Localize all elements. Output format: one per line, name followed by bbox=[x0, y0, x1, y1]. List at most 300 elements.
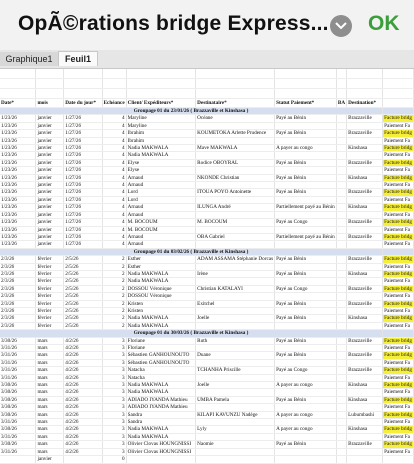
table-cell[interactable]: 2/5/26 bbox=[64, 315, 102, 322]
table-cell[interactable]: Nadia MAKWALA bbox=[126, 389, 196, 396]
table-cell[interactable]: 4 bbox=[102, 115, 126, 122]
table-cell[interactable]: Exitchel bbox=[196, 300, 275, 307]
table-cell[interactable] bbox=[336, 270, 346, 277]
table-cell[interactable]: A payer au congo bbox=[275, 411, 337, 418]
table-cell[interactable]: 3/30/26 bbox=[0, 404, 36, 411]
table-cell[interactable]: 4 bbox=[102, 219, 126, 226]
cell[interactable] bbox=[275, 69, 337, 79]
table-cell[interactable]: 1/23/26 bbox=[0, 241, 36, 248]
cell[interactable] bbox=[126, 79, 196, 89]
table-cell[interactable] bbox=[336, 389, 346, 396]
table-cell[interactable]: A payer au congo bbox=[275, 426, 337, 433]
table-cell[interactable]: Paiement Fa bbox=[383, 122, 414, 129]
cell[interactable] bbox=[0, 79, 36, 89]
table-cell[interactable] bbox=[275, 419, 337, 426]
table-cell[interactable]: Paiement Fa bbox=[383, 167, 414, 174]
table-cell[interactable]: Lord bbox=[126, 189, 196, 196]
table-cell[interactable]: Arnaud bbox=[126, 204, 196, 211]
table-cell[interactable]: 2/3/26 bbox=[0, 293, 36, 300]
table-cell[interactable]: 2 bbox=[102, 300, 126, 307]
table-cell[interactable]: 4 bbox=[102, 204, 126, 211]
table-cell[interactable]: Paiement Fa bbox=[383, 345, 414, 352]
table-cell[interactable] bbox=[196, 419, 275, 426]
table-cell[interactable]: 4 bbox=[102, 122, 126, 129]
cell[interactable] bbox=[383, 330, 414, 337]
table-cell[interactable]: février bbox=[36, 315, 64, 322]
table-cell[interactable] bbox=[196, 322, 275, 329]
table-cell[interactable]: Naomie bbox=[196, 441, 275, 448]
table-cell[interactable]: Facture bridg bbox=[384, 367, 412, 374]
table-cell[interactable] bbox=[336, 352, 346, 359]
table-cell[interactable] bbox=[347, 374, 383, 381]
group-title[interactable]: Groupage 01 du 30/03/26 ( Brazzaville et Kinshasa ) bbox=[0, 330, 383, 337]
table-cell[interactable]: 4/2/26 bbox=[64, 396, 102, 403]
table-cell[interactable] bbox=[347, 137, 383, 144]
table-cell[interactable]: mars bbox=[36, 396, 64, 403]
table-cell[interactable]: 1/23/26 bbox=[0, 145, 36, 152]
table-cell[interactable] bbox=[336, 337, 346, 344]
table-cell[interactable]: mars bbox=[36, 359, 64, 366]
table-cell[interactable] bbox=[336, 152, 346, 159]
table-cell[interactable]: 1/27/26 bbox=[64, 122, 102, 129]
table-cell[interactable]: Brazzaville bbox=[347, 115, 383, 122]
table-cell[interactable]: janvier bbox=[36, 182, 64, 189]
table-cell[interactable] bbox=[196, 345, 275, 352]
table-cell[interactable] bbox=[336, 182, 346, 189]
table-cell[interactable]: Paiement Fa bbox=[383, 211, 414, 218]
table-cell[interactable]: mars bbox=[36, 389, 64, 396]
cell[interactable] bbox=[336, 79, 346, 89]
table-cell[interactable]: 3 bbox=[102, 419, 126, 426]
table-cell[interactable]: Facture bridg bbox=[384, 285, 412, 292]
table-cell[interactable]: 4 bbox=[102, 145, 126, 152]
table-cell[interactable]: 1/27/26 bbox=[64, 182, 102, 189]
table-cell[interactable]: 2/3/26 bbox=[0, 256, 36, 263]
table-cell[interactable]: Paiement Fa bbox=[383, 433, 414, 440]
table-cell[interactable]: Paiement Fa bbox=[383, 182, 414, 189]
table-cell[interactable]: Brazzaville bbox=[347, 367, 383, 374]
table-cell[interactable]: 2 bbox=[102, 256, 126, 263]
table-cell[interactable] bbox=[336, 285, 346, 292]
table-cell[interactable]: 3/30/26 bbox=[0, 337, 36, 344]
table-cell[interactable]: 1/27/26 bbox=[64, 145, 102, 152]
table-cell[interactable] bbox=[347, 419, 383, 426]
table-cell[interactable] bbox=[275, 167, 337, 174]
table-cell[interactable]: 3 bbox=[102, 389, 126, 396]
cell[interactable] bbox=[383, 248, 414, 255]
table-cell[interactable] bbox=[336, 226, 346, 233]
table-cell[interactable]: Maryline bbox=[126, 115, 196, 122]
table-cell[interactable] bbox=[275, 389, 337, 396]
table-cell[interactable]: 1/23/26 bbox=[0, 211, 36, 218]
table-cell[interactable] bbox=[336, 382, 346, 389]
table-cell[interactable]: 2/5/26 bbox=[64, 285, 102, 292]
cell[interactable] bbox=[102, 79, 126, 89]
table-cell[interactable] bbox=[275, 374, 337, 381]
table-cell[interactable] bbox=[196, 211, 275, 218]
table-cell[interactable]: 2/3/26 bbox=[0, 285, 36, 292]
table-cell[interactable]: Elyse bbox=[126, 167, 196, 174]
table-cell[interactable]: Brazzaville bbox=[347, 219, 383, 226]
table-cell[interactable] bbox=[347, 456, 383, 463]
table-cell[interactable]: 0 bbox=[102, 456, 126, 463]
table-cell[interactable]: février bbox=[36, 278, 64, 285]
table-cell[interactable] bbox=[347, 278, 383, 285]
cell[interactable] bbox=[196, 89, 275, 99]
table-cell[interactable]: Irène bbox=[196, 270, 275, 277]
table-cell[interactable] bbox=[347, 263, 383, 270]
table-cell[interactable]: 4 bbox=[102, 159, 126, 166]
table-cell[interactable]: 3 bbox=[102, 433, 126, 440]
table-cell[interactable]: 1/23/26 bbox=[0, 233, 36, 240]
table-cell[interactable]: 3/31/26 bbox=[0, 345, 36, 352]
table-cell[interactable]: 2/3/26 bbox=[0, 270, 36, 277]
table-cell[interactable]: janvier bbox=[36, 211, 64, 218]
table-cell[interactable] bbox=[336, 293, 346, 300]
table-cell[interactable]: janvier bbox=[36, 130, 64, 137]
table-cell[interactable]: Christian KATALAYI bbox=[196, 285, 275, 292]
table-cell[interactable] bbox=[347, 345, 383, 352]
table-cell[interactable]: ITOUA POYO Antoinette bbox=[196, 189, 275, 196]
table-cell[interactable]: Facture bridg bbox=[384, 352, 412, 359]
table-cell[interactable] bbox=[196, 404, 275, 411]
table-cell[interactable]: Nadia MAKWALA bbox=[126, 433, 196, 440]
table-cell[interactable]: 4 bbox=[102, 152, 126, 159]
table-cell[interactable]: 2/3/26 bbox=[0, 263, 36, 270]
cell[interactable] bbox=[64, 69, 102, 79]
table-cell[interactable]: Océane bbox=[196, 115, 275, 122]
table-cell[interactable]: 3 bbox=[102, 404, 126, 411]
table-cell[interactable]: janvier bbox=[36, 122, 64, 129]
table-cell[interactable]: 3 bbox=[102, 352, 126, 359]
column-header[interactable] bbox=[383, 99, 414, 108]
table-cell[interactable]: janvier bbox=[36, 226, 64, 233]
table-cell[interactable] bbox=[336, 396, 346, 403]
table-cell[interactable]: Nadia MAKWALA bbox=[126, 145, 196, 152]
table-cell[interactable]: Mave MAKWALA bbox=[196, 145, 275, 152]
column-header[interactable]: Destination* bbox=[347, 99, 383, 108]
table-cell[interactable] bbox=[275, 241, 337, 248]
table-cell[interactable]: 1/23/26 bbox=[0, 196, 36, 203]
table-cell[interactable]: 4/2/26 bbox=[64, 448, 102, 455]
table-cell[interactable]: Facture bridg bbox=[384, 337, 412, 344]
table-cell[interactable]: Facture bridg bbox=[384, 145, 412, 152]
table-cell[interactable]: 4 bbox=[102, 241, 126, 248]
table-cell[interactable] bbox=[336, 278, 346, 285]
table-cell[interactable] bbox=[336, 174, 346, 181]
table-cell[interactable]: Sébastien GANHOUNOUTO bbox=[126, 359, 196, 366]
table-cell[interactable]: ADIADO IYANDA Mathieu bbox=[126, 396, 196, 403]
table-cell[interactable] bbox=[347, 167, 383, 174]
table-cell[interactable]: Facture bridg bbox=[384, 300, 412, 307]
table-cell[interactable]: Nadia MAKWALA bbox=[126, 315, 196, 322]
table-cell[interactable]: Brazzaville bbox=[347, 285, 383, 292]
table-cell[interactable] bbox=[336, 204, 346, 211]
table-cell[interactable]: 2 bbox=[102, 278, 126, 285]
table-cell[interactable]: 1/23/26 bbox=[0, 115, 36, 122]
table-cell[interactable]: Paiement Fa bbox=[383, 419, 414, 426]
table-cell[interactable]: Kristen bbox=[126, 307, 196, 314]
table-cell[interactable] bbox=[347, 196, 383, 203]
table-cell[interactable]: DOSSOU Véronique bbox=[126, 285, 196, 292]
table-cell[interactable]: 2/5/26 bbox=[64, 270, 102, 277]
table-cell[interactable]: Nadia MAKWALA bbox=[126, 322, 196, 329]
table-cell[interactable]: janvier bbox=[36, 152, 64, 159]
table-cell[interactable] bbox=[196, 167, 275, 174]
table-cell[interactable]: 2 bbox=[102, 263, 126, 270]
cell[interactable] bbox=[126, 89, 196, 99]
table-cell[interactable]: 1/27/26 bbox=[64, 219, 102, 226]
table-cell[interactable]: 4/2/26 bbox=[64, 419, 102, 426]
table-cell[interactable]: Olivier Clovas HOUNGNISSI bbox=[126, 448, 196, 455]
table-cell[interactable]: 1/23/26 bbox=[0, 152, 36, 159]
tab-graphique1[interactable]: Graphique1 bbox=[0, 52, 58, 66]
table-cell[interactable]: Nadia MAKWALA bbox=[126, 278, 196, 285]
table-cell[interactable]: février bbox=[36, 293, 64, 300]
table-cell[interactable]: mars bbox=[36, 337, 64, 344]
table-cell[interactable]: Ibrahim bbox=[126, 137, 196, 144]
table-cell[interactable]: 3/31/26 bbox=[0, 433, 36, 440]
table-cell[interactable]: Payé au Bénin bbox=[275, 159, 337, 166]
ok-button[interactable]: OK bbox=[368, 12, 400, 35]
table-cell[interactable]: 4/2/26 bbox=[64, 367, 102, 374]
table-cell[interactable] bbox=[275, 226, 337, 233]
table-cell[interactable]: 2 bbox=[102, 293, 126, 300]
cell[interactable] bbox=[196, 79, 275, 89]
table-cell[interactable]: Brazzaville bbox=[347, 441, 383, 448]
table-cell[interactable]: janvier bbox=[36, 456, 64, 463]
table-cell[interactable]: Brazzaville bbox=[347, 159, 383, 166]
table-cell[interactable]: 1/23/26 bbox=[0, 137, 36, 144]
table-cell[interactable]: 4/2/26 bbox=[64, 433, 102, 440]
table-cell[interactable]: Payé au Bénin bbox=[275, 352, 337, 359]
table-cell[interactable]: Olivier Clovas HOUNGNISSI bbox=[126, 441, 196, 448]
table-cell[interactable]: 4/2/26 bbox=[64, 374, 102, 381]
table-cell[interactable]: Payé au Bénin bbox=[275, 337, 337, 344]
table-cell[interactable]: mars bbox=[36, 448, 64, 455]
table-cell[interactable]: Kinshasa bbox=[347, 270, 383, 277]
table-cell[interactable] bbox=[347, 241, 383, 248]
table-cell[interactable]: 3 bbox=[102, 411, 126, 418]
table-cell[interactable]: Lord bbox=[126, 196, 196, 203]
table-cell[interactable]: Payé au Congo bbox=[275, 219, 337, 226]
table-cell[interactable]: Kinshasa bbox=[347, 426, 383, 433]
table-cell[interactable]: 3 bbox=[102, 448, 126, 455]
table-cell[interactable]: Payé au Congo bbox=[275, 285, 337, 292]
cell[interactable] bbox=[383, 79, 414, 89]
table-cell[interactable] bbox=[126, 456, 196, 463]
table-cell[interactable] bbox=[336, 345, 346, 352]
table-cell[interactable] bbox=[347, 448, 383, 455]
table-cell[interactable]: Esther bbox=[126, 263, 196, 270]
table-cell[interactable]: Arnaud bbox=[126, 174, 196, 181]
table-cell[interactable]: 4/2/26 bbox=[64, 359, 102, 366]
table-cell[interactable]: Facture bridg bbox=[384, 270, 412, 277]
table-cell[interactable]: Facture bridg bbox=[384, 441, 412, 448]
table-cell[interactable] bbox=[196, 182, 275, 189]
table-cell[interactable]: Facture bridg bbox=[384, 174, 412, 181]
table-cell[interactable]: mars bbox=[36, 352, 64, 359]
table-cell[interactable] bbox=[275, 433, 337, 440]
table-cell[interactable] bbox=[336, 315, 346, 322]
table-cell[interactable]: 4/2/26 bbox=[64, 337, 102, 344]
column-header[interactable]: mois bbox=[36, 99, 64, 108]
table-cell[interactable] bbox=[347, 359, 383, 366]
table-cell[interactable]: 3/31/26 bbox=[0, 359, 36, 366]
tab-feuil1[interactable]: Feuil1 bbox=[58, 51, 98, 66]
table-cell[interactable]: janvier bbox=[36, 115, 64, 122]
table-cell[interactable]: février bbox=[36, 263, 64, 270]
table-cell[interactable]: 2/5/26 bbox=[64, 307, 102, 314]
table-cell[interactable] bbox=[336, 307, 346, 314]
table-cell[interactable]: Facture bridg bbox=[384, 382, 412, 389]
table-cell[interactable]: Partiellement payé au Bénin bbox=[276, 233, 335, 240]
table-cell[interactable]: Brazzaville bbox=[347, 233, 383, 240]
table-cell[interactable]: 1/27/26 bbox=[64, 130, 102, 137]
table-cell[interactable]: Payé au Bénin bbox=[275, 300, 337, 307]
table-cell[interactable]: 3 bbox=[102, 441, 126, 448]
cell[interactable] bbox=[102, 69, 126, 79]
table-cell[interactable]: Facture bridg bbox=[384, 411, 412, 418]
table-cell[interactable]: 3/30/26 bbox=[0, 396, 36, 403]
table-cell[interactable] bbox=[196, 196, 275, 203]
table-cell[interactable]: février bbox=[36, 300, 64, 307]
table-cell[interactable]: Brazzaville bbox=[347, 130, 383, 137]
table-cell[interactable]: 3 bbox=[102, 426, 126, 433]
table-cell[interactable]: 1/27/26 bbox=[64, 159, 102, 166]
table-cell[interactable]: 3 bbox=[102, 345, 126, 352]
table-cell[interactable] bbox=[347, 226, 383, 233]
table-cell[interactable]: Ibrahim bbox=[126, 130, 196, 137]
column-header[interactable]: Date du jour* bbox=[64, 99, 102, 108]
table-cell[interactable]: 2/3/26 bbox=[0, 322, 36, 329]
table-cell[interactable]: 4 bbox=[102, 189, 126, 196]
table-cell[interactable]: Nadia MAKWALA bbox=[126, 426, 196, 433]
table-cell[interactable]: mars bbox=[36, 441, 64, 448]
table-cell[interactable] bbox=[275, 293, 337, 300]
table-cell[interactable]: 4/2/26 bbox=[64, 411, 102, 418]
table-cell[interactable] bbox=[336, 367, 346, 374]
table-cell[interactable]: février bbox=[36, 256, 64, 263]
table-cell[interactable] bbox=[336, 433, 346, 440]
title-menu-chevron-icon[interactable] bbox=[330, 15, 352, 37]
cell[interactable] bbox=[36, 89, 64, 99]
table-cell[interactable] bbox=[275, 307, 337, 314]
table-cell[interactable] bbox=[336, 411, 346, 418]
table-cell[interactable]: février bbox=[36, 285, 64, 292]
cell[interactable] bbox=[0, 89, 36, 99]
table-cell[interactable] bbox=[347, 389, 383, 396]
table-cell[interactable]: mars bbox=[36, 382, 64, 389]
table-cell[interactable]: Paiement Fa bbox=[383, 196, 414, 203]
table-cell[interactable]: Natacha bbox=[126, 374, 196, 381]
table-cell[interactable]: UMBA Pamela bbox=[196, 396, 275, 403]
cell[interactable] bbox=[347, 79, 383, 89]
table-cell[interactable] bbox=[336, 167, 346, 174]
table-cell[interactable]: 1/23/26 bbox=[0, 130, 36, 137]
cell[interactable] bbox=[336, 69, 346, 79]
table-cell[interactable]: Nadia MAKWALA bbox=[126, 152, 196, 159]
table-cell[interactable] bbox=[275, 345, 337, 352]
table-cell[interactable] bbox=[196, 226, 275, 233]
table-cell[interactable]: Nadia MAKWALA bbox=[126, 270, 196, 277]
table-cell[interactable]: 1/27/26 bbox=[64, 189, 102, 196]
table-cell[interactable]: Lyly bbox=[196, 426, 275, 433]
table-cell[interactable]: 1/27/26 bbox=[64, 233, 102, 240]
spreadsheet-grid[interactable] bbox=[0, 69, 414, 463]
table-cell[interactable] bbox=[336, 456, 346, 463]
table-cell[interactable]: 3/30/26 bbox=[0, 389, 36, 396]
table-cell[interactable]: 3 bbox=[102, 367, 126, 374]
table-cell[interactable]: 4 bbox=[102, 196, 126, 203]
table-cell[interactable]: 1/27/26 bbox=[64, 226, 102, 233]
table-cell[interactable]: 3 bbox=[102, 382, 126, 389]
table-cell[interactable] bbox=[336, 130, 346, 137]
table-cell[interactable]: janvier bbox=[36, 167, 64, 174]
table-cell[interactable]: Facture bridg bbox=[384, 189, 412, 196]
cell[interactable] bbox=[64, 79, 102, 89]
table-cell[interactable] bbox=[275, 137, 337, 144]
table-cell[interactable]: 1/27/26 bbox=[64, 204, 102, 211]
cell[interactable] bbox=[196, 69, 275, 79]
table-cell[interactable]: 1/23/26 bbox=[0, 174, 36, 181]
table-cell[interactable]: février bbox=[36, 322, 64, 329]
table-cell[interactable]: Paiement Fa bbox=[383, 293, 414, 300]
table-cell[interactable]: Payé au Bénin bbox=[275, 270, 337, 277]
table-cell[interactable]: février bbox=[36, 270, 64, 277]
table-cell[interactable]: Elyse bbox=[126, 159, 196, 166]
table-cell[interactable]: A payer au congo bbox=[275, 145, 337, 152]
table-cell[interactable]: 1/23/26 bbox=[0, 219, 36, 226]
column-header[interactable]: Destinataire* bbox=[196, 99, 275, 108]
table-cell[interactable] bbox=[336, 300, 346, 307]
table-cell[interactable] bbox=[347, 152, 383, 159]
table-cell[interactable] bbox=[336, 441, 346, 448]
cell[interactable] bbox=[0, 69, 36, 79]
table-cell[interactable]: 4 bbox=[102, 226, 126, 233]
table-cell[interactable]: 1/27/26 bbox=[64, 167, 102, 174]
table-cell[interactable]: Lubumbashi bbox=[347, 411, 383, 418]
table-cell[interactable] bbox=[336, 159, 346, 166]
table-cell[interactable]: 3 bbox=[102, 359, 126, 366]
table-cell[interactable]: 1/27/26 bbox=[64, 152, 102, 159]
table-cell[interactable]: Sébastien GANHOUNOUTO bbox=[126, 352, 196, 359]
table-cell[interactable]: Arnaud bbox=[126, 211, 196, 218]
table-cell[interactable] bbox=[275, 182, 337, 189]
table-cell[interactable] bbox=[347, 433, 383, 440]
table-cell[interactable]: 3 bbox=[102, 374, 126, 381]
table-cell[interactable] bbox=[196, 359, 275, 366]
table-cell[interactable]: 1/27/26 bbox=[64, 174, 102, 181]
table-cell[interactable]: janvier bbox=[36, 219, 64, 226]
table-cell[interactable]: 1/23/26 bbox=[0, 167, 36, 174]
table-cell[interactable]: mars bbox=[36, 426, 64, 433]
table-cell[interactable] bbox=[336, 374, 346, 381]
table-cell[interactable]: TCHANHA Priscille bbox=[196, 367, 275, 374]
table-cell[interactable] bbox=[196, 456, 275, 463]
table-cell[interactable] bbox=[336, 263, 346, 270]
cell[interactable] bbox=[336, 89, 346, 99]
table-cell[interactable] bbox=[196, 122, 275, 129]
table-cell[interactable]: Duane bbox=[196, 352, 275, 359]
table-cell[interactable]: Paiement Fa bbox=[383, 374, 414, 381]
table-cell[interactable]: 2/3/26 bbox=[0, 315, 36, 322]
table-cell[interactable] bbox=[275, 152, 337, 159]
table-cell[interactable] bbox=[336, 419, 346, 426]
table-cell[interactable] bbox=[196, 433, 275, 440]
table-cell[interactable]: Paiement Fa bbox=[383, 307, 414, 314]
table-cell[interactable]: Paiement Fa bbox=[383, 226, 414, 233]
